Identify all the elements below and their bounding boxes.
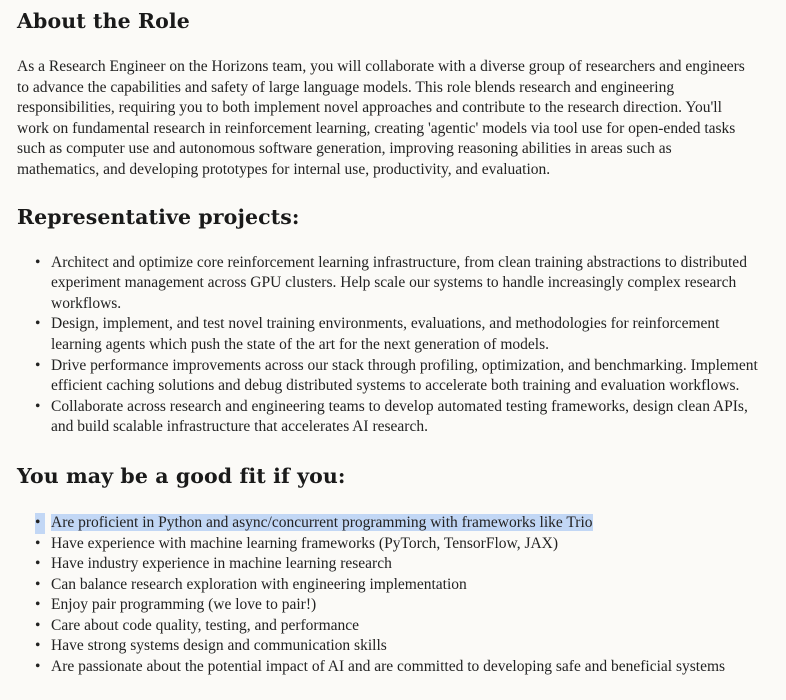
list-item-text: Can balance research exploration with engineering implementation xyxy=(51,575,467,593)
about-paragraph: As a Research Engineer on the Horizons team, you will collaborate with a diverse group of researchers and engineers to advance the capabilities and safety of large language models. This role blends research and engineering responsibilities, requiring you to both implement novel approaches and contribute to the research direction. You'll work on fundamental research in reinforcement learning, creating 'agentic' models via tool use for open-ended tasks such as computer use and autonomous software generation, improving reasoning abilities in areas such as mathematics, and developing prototypes for internal use, productivity, and evaluation. xyxy=(17,58,745,178)
list-item-text: Architect and optimize core reinforcement learning infrastructure, from clean training abstractions to distributed experiment management across GPU clusters. Help scale our systems to handle increasingly complex research workflows. xyxy=(51,253,747,312)
bullet-icon: • xyxy=(35,616,41,634)
list-item-text: Have industry experience in machine learning research xyxy=(51,555,392,573)
bullet-icon: • xyxy=(35,534,41,552)
fit-list xyxy=(17,513,786,678)
list-item-text: Have experience with machine learning frameworks (PyTorch, TensorFlow, JAX) xyxy=(51,534,559,552)
list-item xyxy=(17,253,771,315)
list-item-text: Are passionate about the potential impact of AI and are committed to developing safe and beneficial systems xyxy=(51,658,726,676)
list-item xyxy=(17,636,771,657)
section-heading-fit: You may be a good fit if you: xyxy=(17,463,346,488)
list-item xyxy=(17,356,771,397)
bullet-icon: • xyxy=(35,513,45,534)
list-item-text: Enjoy pair programming (we love to pair!) xyxy=(51,596,317,614)
list-item-text: Collaborate across research and engineering teams to develop automated testing frameworks, design clean APIs, and build scalable infrastructure that accelerates AI research. xyxy=(51,397,748,436)
list-item xyxy=(17,534,771,555)
projects-list xyxy=(17,253,786,438)
bullet-icon: • xyxy=(35,315,41,333)
list-item xyxy=(17,595,771,616)
list-item xyxy=(17,575,771,596)
list-item xyxy=(17,616,771,637)
list-item xyxy=(17,314,771,355)
bullet-icon: • xyxy=(35,575,41,593)
section-heading-projects: Representative projects: xyxy=(17,204,300,229)
list-item-text: Design, implement, and test novel training environments, evaluations, and methodologies for reinforcement learning agents which push the state of the art for the next generation of models. xyxy=(51,315,720,353)
list-item-text: Have strong systems design and communication skills xyxy=(51,637,387,655)
bullet-icon: • xyxy=(35,356,41,374)
bullet-icon: • xyxy=(35,397,41,415)
section-heading-about: About the Role xyxy=(17,9,190,33)
selected-text[interactable]: Are proficient in Python and async/concurrent programming with frameworks like Trio xyxy=(51,513,593,531)
list-item xyxy=(17,554,771,575)
list-item-text: Care about code quality, testing, and performance xyxy=(51,616,360,634)
bullet-icon: • xyxy=(35,658,41,676)
bullet-icon: • xyxy=(35,637,41,655)
list-item xyxy=(17,397,771,438)
list-item-text: Drive performance improvements across our stack through profiling, optimization, and benchmarking. Implement efficient caching solutions and debug distributed systems to accelerate both training and evaluation workflows. xyxy=(51,356,758,395)
list-item-highlighted xyxy=(17,513,771,534)
bullet-icon: • xyxy=(35,596,41,614)
bullet-icon: • xyxy=(35,555,41,573)
list-item xyxy=(17,657,771,678)
bullet-icon: • xyxy=(35,253,41,271)
